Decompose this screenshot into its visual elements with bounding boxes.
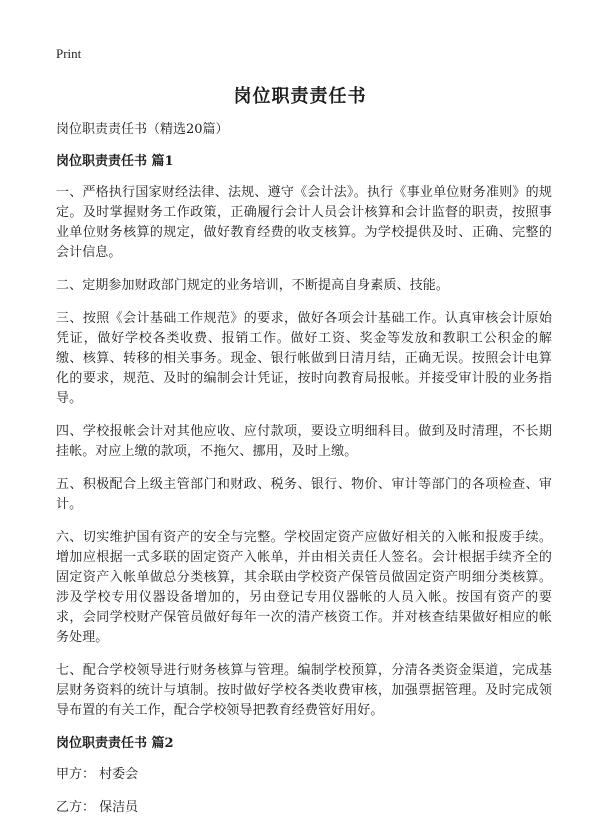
document-subtitle: 岗位职责责任书（精选20篇） bbox=[56, 122, 229, 137]
section-1-paragraph-7: 七、配合学校领导进行财务核算与管理。编制学校预算，分清各类资金渠道，完成基层财务资料的统计与填制。按时做好学校各类收费审核，加强票据管理。及时完成领导布置的有关工作，配合学校领导把教育经费管好用好。 bbox=[56, 663, 552, 718]
section-1-heading: 岗位职责责任书 篇1 bbox=[56, 154, 174, 169]
section-1-paragraph-4: 四、学校报帐会计对其他应收、应付款项，要设立明细科目。做到及时清理，不长期挂帐。对应上缴的款项，不拖欠、挪用，及时上缴。 bbox=[56, 424, 552, 459]
print-link[interactable]: Print bbox=[56, 46, 82, 61]
section-2-heading: 岗位职责责任书 篇2 bbox=[56, 736, 174, 751]
section-1-paragraph-2: 二、定期参加财政部门规定的业务培训，不断提高自身素质、技能。 bbox=[56, 278, 450, 293]
section-1-paragraph-1: 一、严格执行国家财经法律、法规、遵守《会计法》。执行《事业单位财务准则》的规定。及时掌握财务工作政策，正确履行会计人员会计核算和会计监督的职责，按照事业单位财务核算的规定，做好教育经费的收支核算。为学校提供及时、正确、完整的会计信息。 bbox=[56, 185, 552, 260]
document-body bbox=[56, 120, 552, 831]
party-b-line: 乙方： 保洁员 bbox=[56, 800, 139, 815]
section-1-paragraph-5: 五、积极配合上级主管部门和财政、税务、银行、物价、审计等部门的各项检查、审计。 bbox=[56, 477, 552, 512]
section-1-paragraph-6: 六、切实维护国有资产的安全与完整。学校固定资产应做好相关的入帐和报废手续。增加应根据一式多联的固定资产入帐单，并由相关责任人签名。会计根据手续齐全的固定资产入帐单做总分类核算，其余联由学校资产保管员做固定资产明细分类核算。涉及学校专用仪器设备增加的，另由登记专用仪器帐的人员入帐。按国有资产的要求，会同学校财产保管员做好每年一次的清产核资工作。并对核查结果做好相应的帐务处理。 bbox=[56, 530, 552, 645]
party-a-line: 甲方： 村委会 bbox=[56, 767, 139, 782]
section-1-paragraph-3: 三、按照《会计基础工作规范》的要求，做好各项会计基础工作。认真审核会计原始凭证，做好学校各类收费、报销工作。做好工资、奖金等发放和教职工公积金的解缴、核算、转移的相关事务。现金、银行帐做到日清月结，正确无误。按照会计电算化的要求，规范、及时的编制会计凭证，按时向教育局报帐。并接受审计股的业务指导。 bbox=[56, 311, 552, 406]
document-title: 岗位职责责任书 bbox=[233, 86, 367, 107]
